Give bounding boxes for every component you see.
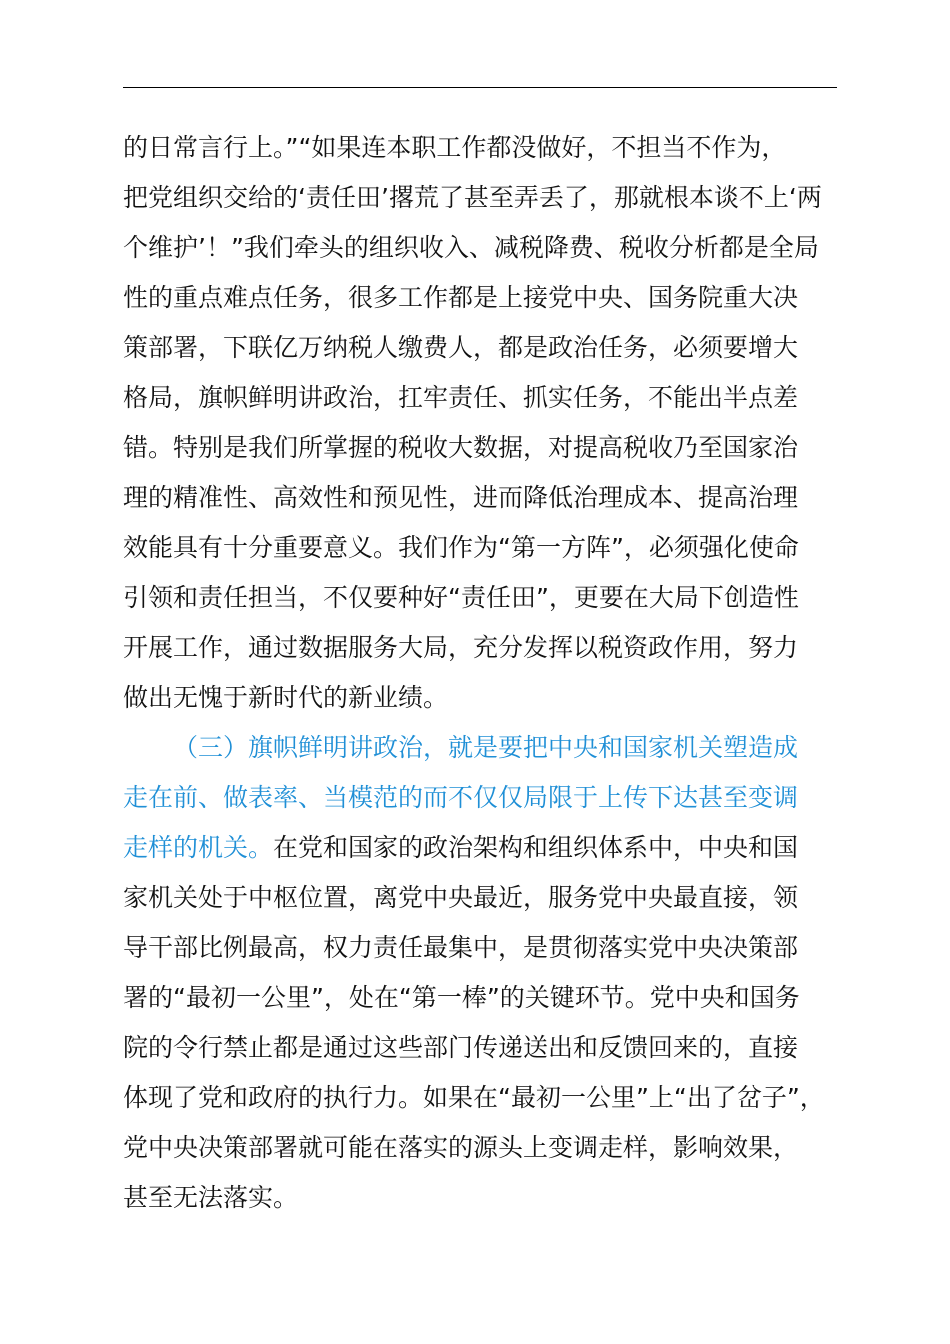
header-rule xyxy=(123,87,837,88)
text-line: 院的令行禁止都是通过这些部门传递送出和反馈回来的，直接 xyxy=(123,1033,799,1062)
text-line: 导干部比例最高，权力责任最集中，是贯彻落实党中央决策部 xyxy=(123,933,799,962)
text-line: 的日常言行上。”“如果连本职工作都没做好，不担当不作为， xyxy=(123,133,787,162)
text-line: 做出无愧于新时代的新业绩。 xyxy=(123,683,449,712)
section-heading-line: （三）旗帜鲜明讲政治，就是要把中央和国家机关塑造成 xyxy=(173,733,799,762)
text-line: 署的“最初一公里”，处在“第一棒”的关键环节。党中央和国务 xyxy=(123,983,800,1012)
text-line: 错。特别是我们所掌握的税收大数据，对提高税收乃至国家治 xyxy=(123,433,799,462)
text-line: 甚至无法落实。 xyxy=(123,1183,299,1212)
section-heading-line: 走在前、做表率、当模范的而不仅仅局限于上传下达甚至变调 xyxy=(123,783,799,812)
text-line: 党中央决策部署就可能在落实的源头上变调走样，影响效果， xyxy=(123,1133,799,1162)
text-line: 家机关处于中枢位置，离党中央最近，服务党中央最直接，领 xyxy=(123,883,799,912)
text-line: 格局，旗帜鲜明讲政治，扛牢责任、抓实任务，不能出半点差 xyxy=(123,383,799,412)
text-line: 个维护’！”我们牵头的组织收入、减税降费、税收分析都是全局 xyxy=(123,233,819,262)
text-line: 引领和责任担当，不仅要种好“责任田”，更要在大局下创造性 xyxy=(123,583,799,612)
text-line: 理的精准性、高效性和预见性，进而降低治理成本、提高治理 xyxy=(123,483,799,512)
text-line: 开展工作，通过数据服务大局，充分发挥以税资政作用，努力 xyxy=(123,633,799,662)
body-text-segment: 在党和国家的政治架构和组织体系中，中央和国 xyxy=(273,833,799,862)
mixed-line xyxy=(123,832,798,864)
text-line: 策部署，下联亿万纳税人缴费人，都是政治任务，必须要增大 xyxy=(123,333,799,362)
text-line: 性的重点难点任务，很多工作都是上接党中央、国务院重大决 xyxy=(123,283,799,312)
text-line: 把党组织交给的‘责任田’撂荒了甚至弄丢了，那就根本谈不上‘两 xyxy=(123,183,822,212)
section-heading-tail: 走样的机关。 xyxy=(123,833,274,862)
text-line: 体现了党和政府的执行力。如果在“最初一公里”上“出了岔子”， xyxy=(123,1083,825,1112)
text-line: 效能具有十分重要意义。我们作为“第一方阵”，必须强化使命 xyxy=(123,533,799,562)
